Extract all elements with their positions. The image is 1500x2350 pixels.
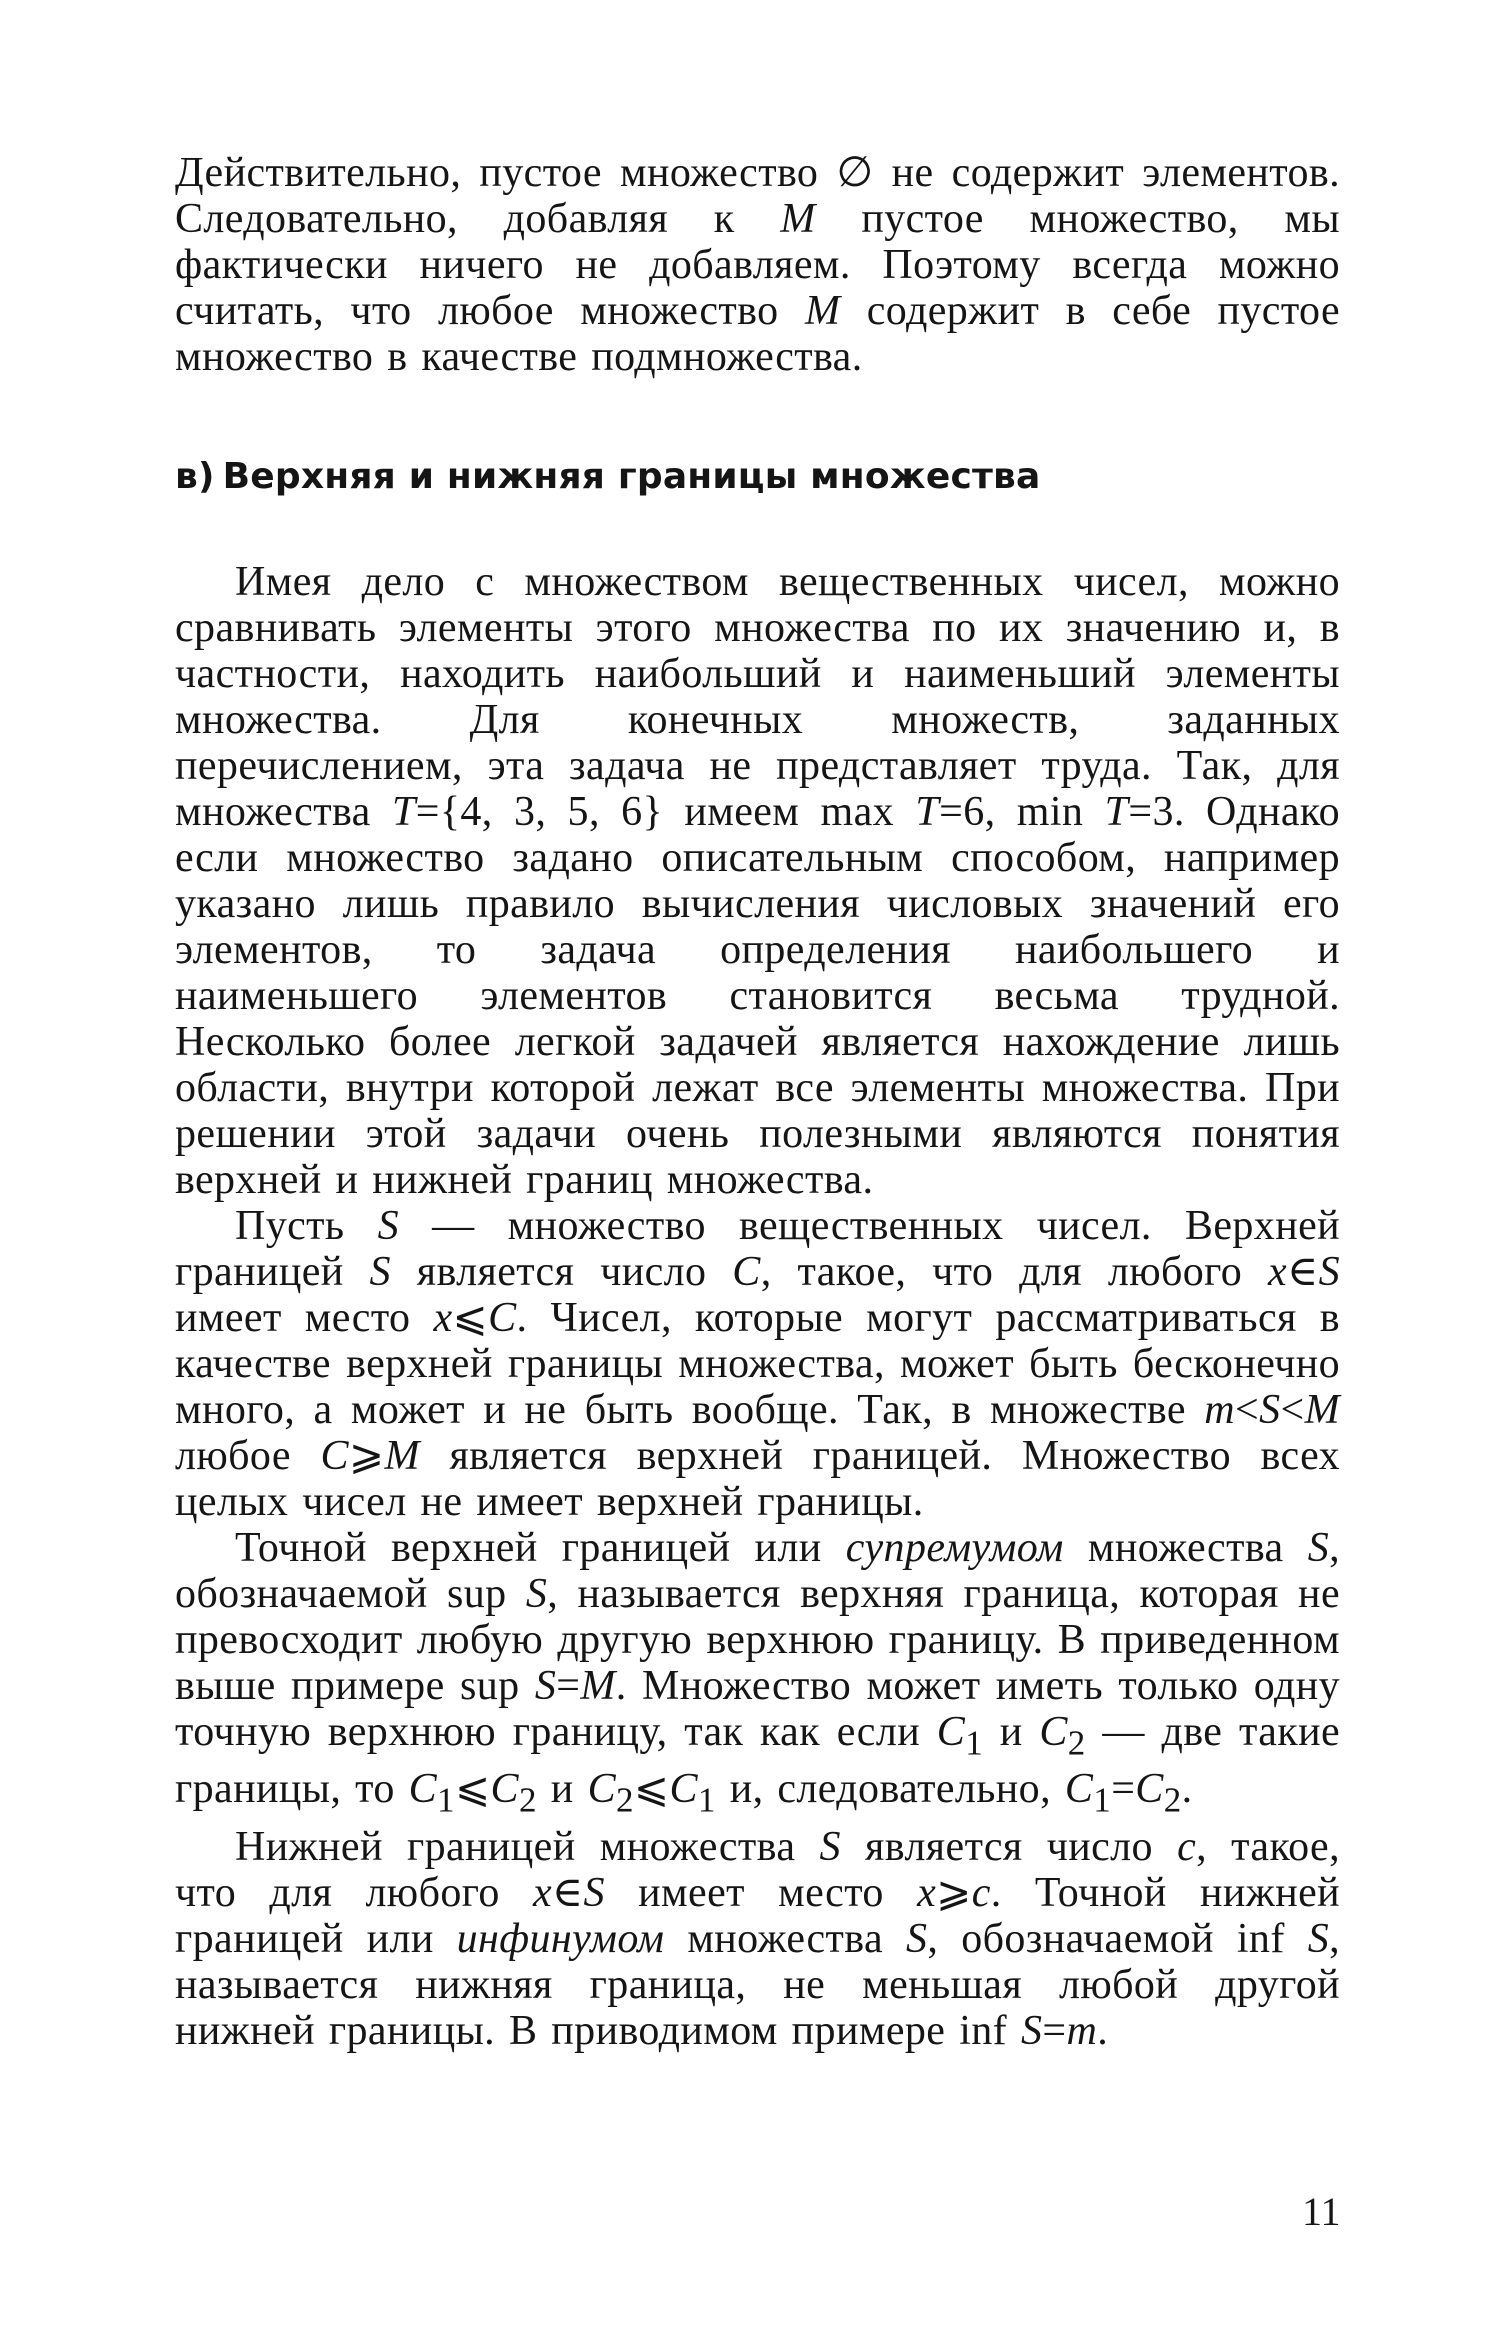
page-number: 11 bbox=[1302, 2189, 1341, 2234]
paragraph-infimum: Нижней границей множества S является число c, такое, что для любого x∈S имеет место x⩾c. Точной нижней границей или инфинумом множества S, обозначаемой inf S, называется нижняя граница, не меньшая любой другой нижней границы. В приводимом примере inf S=m. bbox=[175, 1823, 1340, 2054]
paragraph-supremum: Точной верхней границей или супремумом множества S, обозначаемой sup S, называется верхняя граница, которая не превосходит любую другую верхнюю границу. В приведенном выше примере sup S=M. Множество может иметь только одну точную верхнюю границу, так как если $C_1$ и $C_2$ — две такие границы, то $C_1⩽C_2$ и $C_2⩽C_1$ и, следовательно, $C_1=C_2$. bbox=[175, 1525, 1340, 1820]
paragraph-extrema: Имея дело с множеством вещественных чисел, можно сравнивать элементы этого множества по их значению и, в частности, находить наибольший и наименьший элементы множества. Для конечных множеств, заданных перечислением, эта задача не представляет труда. Так, для множества T={4, 3, 5, 6} имеем max T=6, min T=3. Однако если множество задано описательным способом, например указано лишь правило вычисления числовых значений его элементов, то задача определения наибольшего и наименьшего элементов становится весьма трудной. Несколько более легкой задачей является нахождение лишь области, внутри которой лежат все элементы множества. При решении этой задачи очень полезными являются понятия верхней и нижней границ множества. bbox=[175, 559, 1340, 1203]
section-title: Верхняя и нижняя границы множества bbox=[222, 456, 1041, 497]
paragraph-upper-bound: Пусть S — множество вещественных чисел. Верхней границей S является число C, такое, что для любого x∈S имеет место x⩽C. Чисел, которые могут рассматриваться в качестве верхней границы множества, может быть бесконечно много, а может и не быть вообще. Так, в множестве m<S<M любое C⩾M является верхней границей. Множество всех целых чисел не имеет верхней границы. bbox=[175, 1203, 1341, 1525]
section-marker: в) bbox=[175, 456, 215, 497]
intro-paragraph: Действительно, пустое множество ∅ не содержит элементов. Следовательно, добавляя к M пустое множество, мы фактически ничего не добавляем. Поэтому всегда можно считать, что любое множество M содержит в себе пустое множество в качестве подмножества. bbox=[175, 150, 1340, 380]
section-heading bbox=[175, 455, 1340, 499]
book-page bbox=[175, 150, 1340, 2054]
